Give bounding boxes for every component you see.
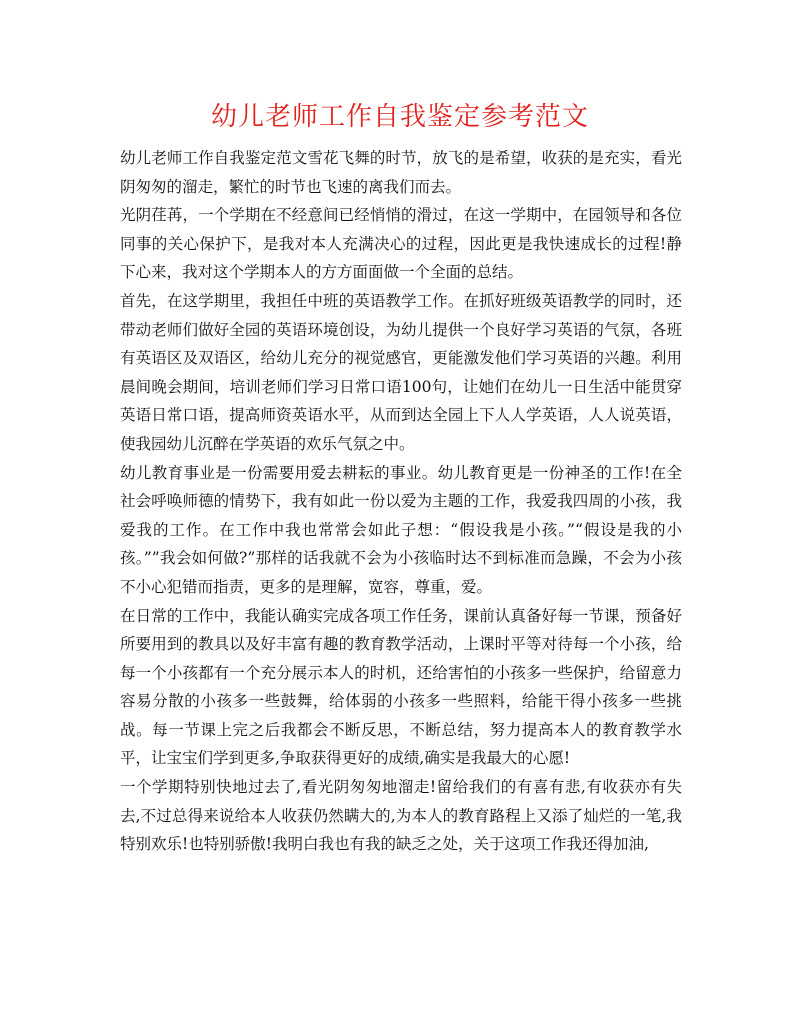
paragraph: 首先，在这学期里，我担任中班的英语教学工作。在抓好班级英语教学的同时，还带动老师们做好全园的英语环境创设，为幼儿提供一个良好学习英语的气氛，各班有英语区及双语区，给幼儿充分的视觉感官，更能激发他们学习英语的兴趣。利用晨间晚会期间，培训老师们学习日常口语100句，让她们在幼儿一日生活中能贯穿英语日常口语，提高师资英语水平，从而到达全园上下人人学英语，人人说英语，使我园幼儿沉醉在学英语的欢乐气氛之中。 bbox=[120, 291, 682, 453]
paragraph: 在日常的工作中，我能认确实完成各项工作任务，课前认真备好每一节课，预备好所要用到的教具以及好丰富有趣的教育教学活动，上课时平等对待每一个小孩，给每一个小孩都有一个充分展示本人的时机，还给害怕的小孩多一些保护，给留意力容易分散的小孩多一些鼓舞，给体弱的小孩多一些照料，给能干得小孩多一些挑战。每一节课上完之后我都会不断反思，不断总结，努力提高本人的教育教学水平，让宝宝们学到更多,争取获得更好的成绩,确实是我最大的心愿! bbox=[120, 606, 682, 768]
paragraph: 幼儿老师工作自我鉴定范文雪花飞舞的时节，放飞的是希望，收获的是充实，看光阴匆匆的溜走，繁忙的时节也飞速的离我们而去。 bbox=[120, 149, 682, 196]
paragraph: 光阴荏苒，一个学期在不经意间已经悄悄的滑过，在这一学期中，在园领导和各位同事的关心保护下，是我对本人充满决心的过程，因此更是我快速成长的过程!静下心来，我对这个学期本人的方方面面做一个全面的总结。 bbox=[120, 206, 682, 282]
document-title: 幼儿老师工作自我鉴定参考范文 bbox=[210, 102, 589, 132]
paragraph: 幼儿教育事业是一份需要用爱去耕耘的事业。幼儿教育更是一份神圣的工作!在全社会呼唤师德的情势下，我有如此一份以爱为主题的工作，我爱我四周的小孩，我爱我的工作。在工作中我也常常会如此子想：“假设我是小孩。”“假设是我的小孩。””我会如何做?”那样的话我就不会为小孩临时达不到标准而急躁，不会为小孩不小心犯错而指责，更多的是理解，宽容，尊重，爱。 bbox=[120, 463, 682, 596]
paragraph: 一个学期特别快地过去了,看光阴匆匆地溜走!留给我们的有喜有悲,有收获亦有失去,不过总得来说给本人收获仍然瞒大的,为本人的教育路程上又添了灿烂的一笔,我特别欢乐!也特别骄傲!我明白我也有我的缺乏之处，关于这项工作我还得加油, bbox=[120, 778, 682, 854]
document-body bbox=[120, 144, 682, 859]
